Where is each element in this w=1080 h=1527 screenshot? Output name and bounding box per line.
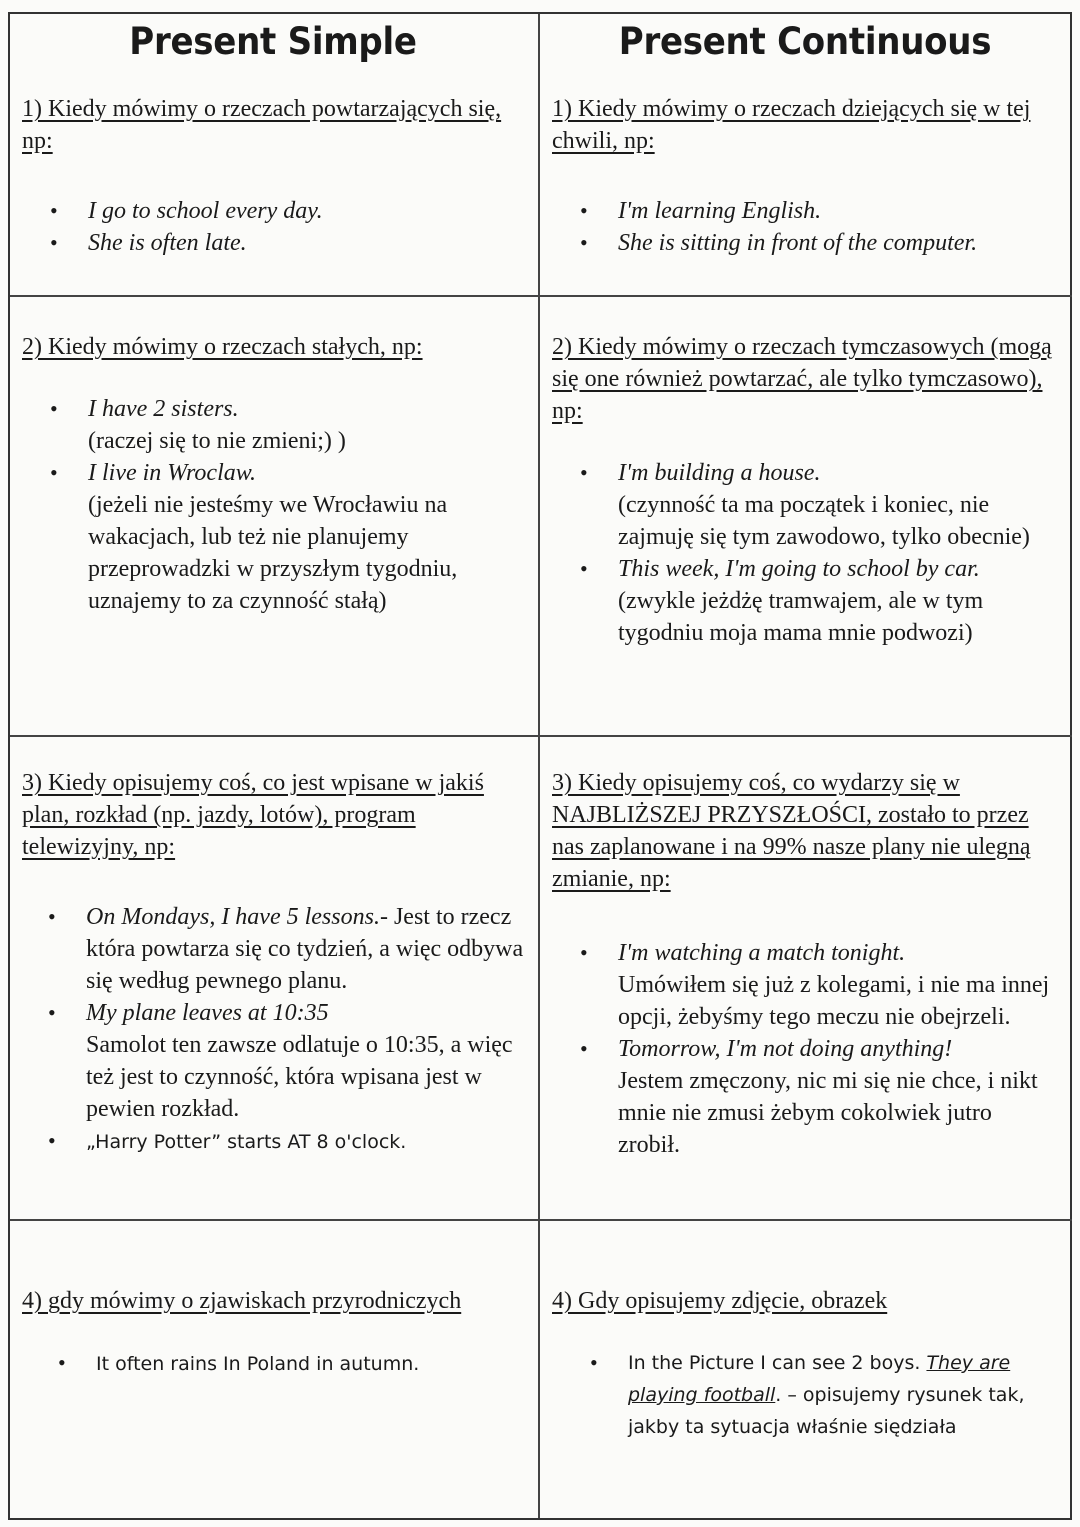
list-item: • I go to school every day. — [88, 195, 524, 227]
cell-simple-3 — [10, 737, 540, 1221]
list-item: • I have 2 sisters. (raczej się to nie zmieni;) ) — [88, 393, 514, 457]
list-item: • My plane leaves at 10:35 Samolot ten zawsze odlatuje o 10:35, a więc też jest to czynność, która wpisana jest w pewien rozkład. — [86, 997, 524, 1125]
rule-simple-3: 3) Kiedy opisujemy coś, co jest wpisane w jakiś plan, rozkład (np. jazdy, lotów), program telewizyjny, np: — [22, 770, 484, 860]
examples-simple-2 — [22, 393, 524, 617]
examples-continuous-1 — [552, 195, 1058, 259]
rule-simple-4: 4) gdy mówimy o zjawiskach przyrodniczych — [22, 1288, 462, 1314]
grammar-table — [8, 12, 1072, 1520]
cell-continuous-4 — [540, 1221, 1072, 1518]
cell-continuous-2 — [540, 297, 1072, 737]
list-item: • In the Picture I can see 2 boys. They are playing football. – opisujemy rysunek tak, jakby ta sytuacja właśnie siędziała — [628, 1347, 1038, 1443]
cell-simple-4 — [10, 1221, 540, 1518]
list-item: • She is often late. — [88, 227, 524, 259]
list-item: • Tomorrow, I'm not doing anything! Jestem zmęczony, nic mi się nie chce, i nikt mnie nie zmusi żebym cokolwiek jutro zrobił. — [618, 1033, 1058, 1161]
rule-simple-1: 1) Kiedy mówimy o rzeczach powtarzających się, np: — [22, 96, 502, 154]
header-present-simple: Present Simple — [129, 20, 417, 63]
rule-continuous-1: 1) Kiedy mówimy o rzeczach dziejących się w tej chwili, np: — [552, 96, 1031, 154]
cell-continuous-1 — [540, 14, 1072, 297]
examples-simple-1 — [22, 195, 524, 259]
cell-simple-1 — [10, 14, 540, 297]
list-item: • This week, I'm going to school by car. (zwykle jeżdżę tramwajem, ale w tym tygodniu moja mama mnie podwozi) — [618, 553, 1058, 649]
header-present-continuous: Present Continuous — [618, 20, 992, 63]
cell-continuous-3 — [540, 737, 1072, 1221]
cell-simple-2 — [10, 297, 540, 737]
list-item: • „Harry Potter” starts AT 8 o'clock. — [86, 1125, 524, 1158]
rule-continuous-3: 3) Kiedy opisujemy coś, co wydarzy się w NAJBLIŻSZEJ PRZYSZŁOŚCI, zostało to przez nas zaplanowane i na 99% nasze plany nie ulegną zmianie, np: — [552, 770, 1031, 892]
examples-simple-3 — [22, 901, 524, 1158]
list-item: • It often rains In Poland in autumn. — [96, 1347, 524, 1380]
list-item: • I'm building a house. (czynność ta ma początek i koniec, nie zajmuję się tym zawodowo, tylko obecnie) — [618, 457, 1058, 553]
rule-simple-2: 2) Kiedy mówimy o rzeczach stałych, np: — [22, 334, 423, 360]
examples-continuous-3 — [552, 937, 1058, 1161]
examples-continuous-4 — [552, 1347, 1058, 1443]
list-item: • She is sitting in front of the computer. — [618, 227, 1058, 259]
list-item: • On Mondays, I have 5 lessons.- Jest to rzecz która powtarza się co tydzień, a więc odbywa się według pewnego planu. — [86, 901, 524, 997]
rule-continuous-2: 2) Kiedy mówimy o rzeczach tymczasowych (mogą się one również powtarzać, ale tylko tymczasowo), np: — [552, 334, 1052, 424]
list-item: • I'm watching a match tonight. Umówiłem się już z kolegami, i nie ma innej opcji, żebyśmy tego meczu nie obejrzeli. — [618, 937, 1058, 1033]
examples-continuous-2 — [552, 457, 1058, 649]
list-item: • I live in Wroclaw. (jeżeli nie jesteśmy we Wrocławiu na wakacjach, lub też nie planujemy przeprowadzki w przyszłym tygodniu, uznajemy to za czynność stałą) — [88, 457, 514, 617]
list-item: • I'm learning English. — [618, 195, 1058, 227]
rule-continuous-4: 4) Gdy opisujemy zdjęcie, obrazek — [552, 1288, 888, 1314]
examples-simple-4 — [22, 1347, 524, 1380]
